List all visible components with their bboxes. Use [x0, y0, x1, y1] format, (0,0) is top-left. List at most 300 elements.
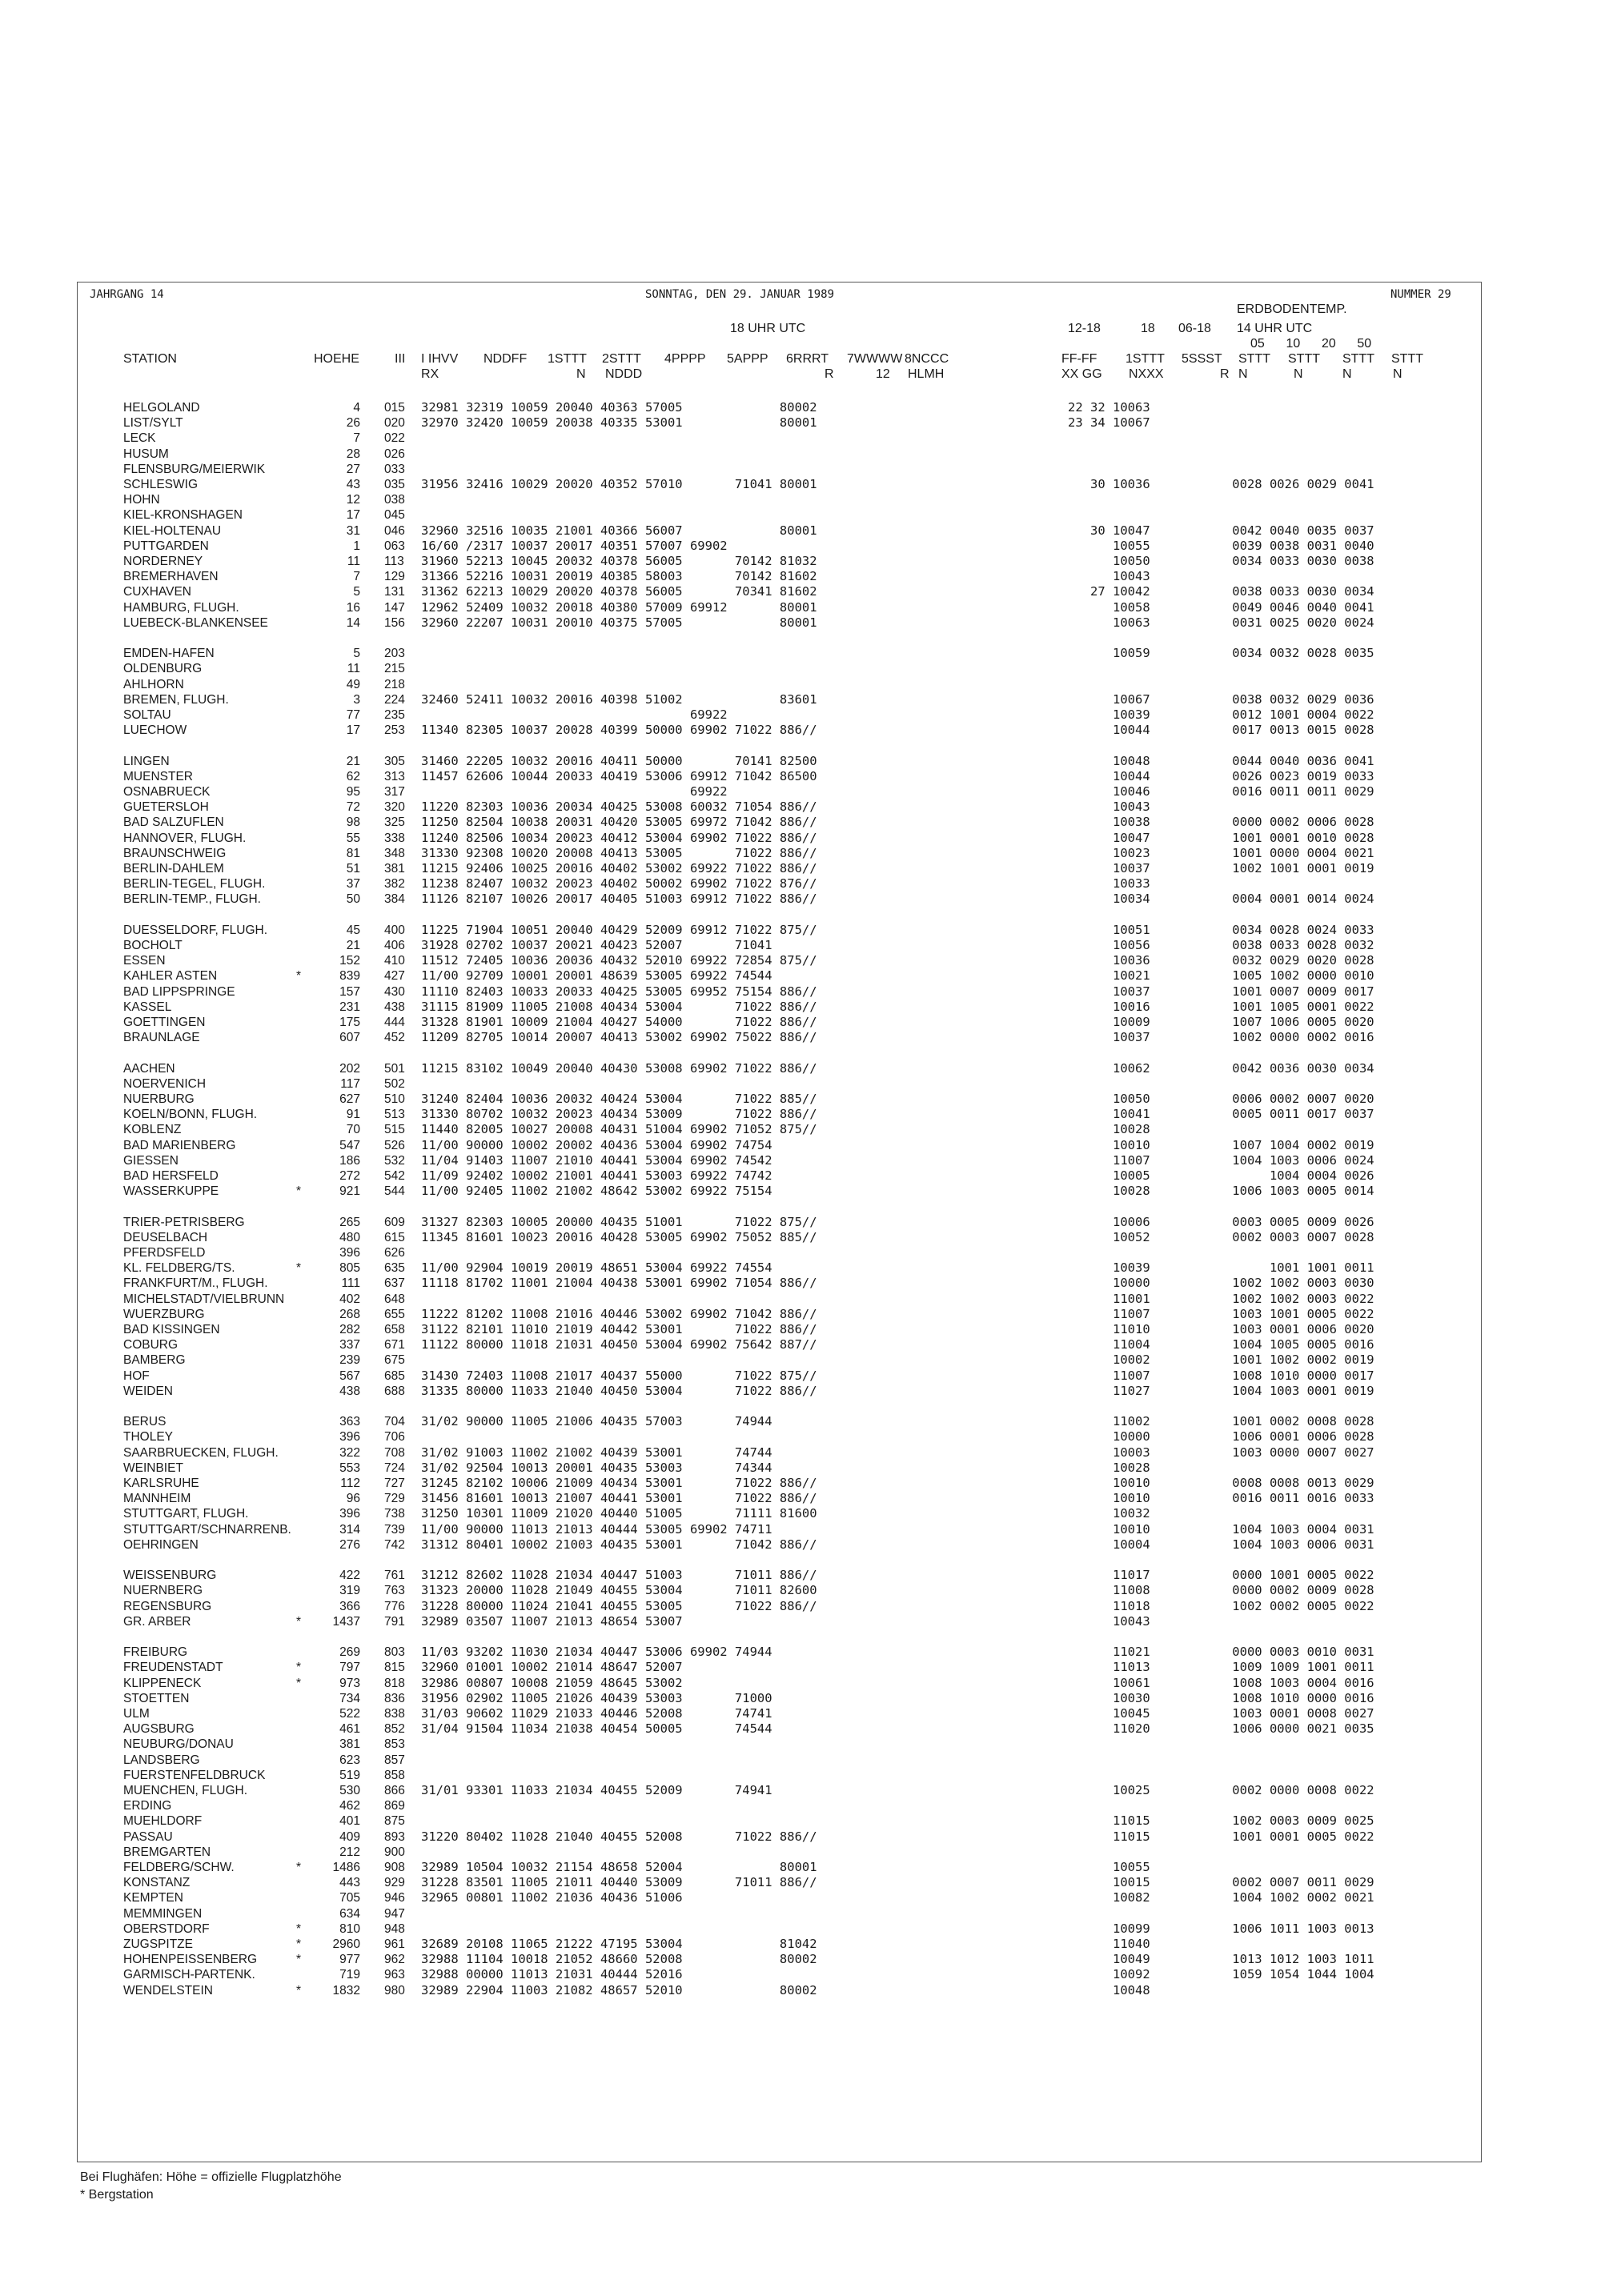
station-id: 688 — [384, 1384, 405, 1398]
soil-temp-groups: 10039 1001 1001 0011 — [1068, 1260, 1374, 1276]
soil-temp-groups: 10059 0034 0032 0028 0035 — [1068, 646, 1374, 661]
station-id: 035 — [384, 478, 405, 491]
table-row — [0, 1645, 1601, 1660]
station-id: 637 — [384, 1276, 405, 1291]
station-id: 946 — [384, 1891, 405, 1905]
station-name: HOHN — [123, 493, 160, 507]
station-id: 900 — [384, 1845, 405, 1859]
observation-groups: 32986 00807 10008 21059 48645 53002 — [421, 1675, 683, 1690]
station-height: 438 — [339, 1384, 360, 1398]
soil-temp-groups: 10055 0039 0038 0031 0040 — [1068, 538, 1374, 553]
table-row — [0, 1906, 1601, 1921]
soil-temp-groups: 10037 1001 0007 0009 0017 — [1068, 984, 1374, 999]
table-row — [0, 923, 1601, 938]
table-row — [0, 815, 1601, 830]
table-row — [0, 1721, 1601, 1737]
soil-temp-groups: 10092 1059 1054 1044 1004 — [1068, 1967, 1374, 1982]
soil-temp-groups: 10050 0034 0033 0030 0038 — [1068, 554, 1374, 568]
table-row — [0, 799, 1601, 815]
table-row — [0, 1153, 1601, 1168]
station-name: FUERSTENFELDBRUCK — [123, 1768, 266, 1782]
station-id: 635 — [384, 1261, 405, 1276]
table-row — [0, 1737, 1601, 1752]
station-id: 658 — [384, 1323, 405, 1336]
station-height: 21 — [346, 939, 360, 952]
soil-temp-groups: 10043 — [1068, 1613, 1150, 1629]
station-name: WENDELSTEIN — [123, 1983, 213, 1997]
soil-temp-groups: 10023 1001 0000 0004 0021 — [1068, 845, 1374, 860]
station-name: KAHLER ASTEN — [123, 969, 218, 984]
soil-temp-groups: 10050 0006 0002 0007 0020 — [1068, 1092, 1374, 1106]
table-row — [0, 584, 1601, 599]
observation-groups: 32960 01001 10002 21014 48647 52007 — [421, 1660, 683, 1675]
station-name: ULM — [123, 1707, 150, 1721]
station-id: 438 — [384, 1000, 405, 1014]
col-c11b: NXXX — [1129, 367, 1164, 381]
jahrgang: JAHRGANG 14 — [90, 288, 164, 301]
observation-groups: 31328 81901 10009 21004 40427 54000 71022 886// — [421, 1015, 817, 1029]
observation-groups: 11222 81202 11008 21016 40446 53002 69902 71042 886// — [421, 1306, 817, 1321]
table-row — [0, 1983, 1601, 1998]
col-c15b: N — [1342, 367, 1352, 381]
station-id: 962 — [384, 1953, 405, 1967]
station-name: OSNABRUECK — [123, 785, 211, 799]
station-id: 020 — [384, 416, 405, 431]
station-id: 818 — [384, 1676, 405, 1690]
station-id: 384 — [384, 892, 405, 907]
station-name: BERLIN-DAHLEM — [123, 862, 224, 876]
station-id: 513 — [384, 1108, 405, 1122]
station-id: 803 — [384, 1645, 405, 1660]
observation-groups: 32960 22207 10031 20010 40375 57005 80001 — [421, 615, 817, 630]
station-id: 063 — [384, 539, 405, 553]
observation-groups: 31956 02902 11005 21026 40439 53003 71000 — [421, 1690, 772, 1705]
soil-temp-groups: 10062 0042 0036 0030 0034 — [1068, 1060, 1374, 1076]
soil-temp-groups: 23 34 10067 — [1068, 415, 1150, 431]
station-height: 28 — [346, 447, 360, 461]
station-id: 791 — [384, 1614, 405, 1629]
station-id: 727 — [384, 1477, 405, 1490]
station-id: 430 — [384, 984, 405, 999]
soil-temp-groups: 11002 1001 0002 0008 0028 — [1068, 1414, 1374, 1429]
observation-groups: 31366 52216 10031 20019 40385 58003 70142 81602 — [421, 569, 817, 584]
soil-temp-groups: 30 10036 0028 0026 0029 0041 — [1068, 477, 1374, 491]
station-name: CUXHAVEN — [123, 585, 191, 599]
table-row — [0, 984, 1601, 1000]
observation-groups: 11457 62606 10044 20033 40419 53006 69912 71042 86500 — [421, 768, 817, 783]
col-c16b: N — [1393, 367, 1402, 381]
station-name: SOLTAU — [123, 708, 171, 722]
soil-temp-groups: 10005 1004 0004 0026 — [1068, 1168, 1374, 1183]
station-name: GUETERSLOH — [123, 800, 209, 815]
soil-temp-groups: 10032 — [1068, 1506, 1150, 1521]
station-height: 12 — [346, 493, 360, 507]
station-height: 396 — [339, 1430, 360, 1445]
station-name: KOBLENZ — [123, 1123, 182, 1137]
station-id: 704 — [384, 1415, 405, 1429]
station-height: 422 — [339, 1569, 360, 1583]
station-name: LIST/SYLT — [123, 416, 183, 431]
soil-temp-groups: 10004 1004 1003 0006 0031 — [1068, 1537, 1374, 1552]
station-name: NORDERNEY — [123, 555, 203, 568]
station-height: 973 — [339, 1676, 360, 1690]
soil-temp-groups: 11007 1008 1010 0000 0017 — [1068, 1368, 1374, 1383]
station-height: 5 — [353, 647, 360, 661]
table-row — [0, 1000, 1601, 1015]
col-c9: 8NCCC — [905, 352, 949, 366]
soil-temp-groups: 10010 0016 0011 0016 0033 — [1068, 1491, 1374, 1506]
station-height: 95 — [346, 785, 360, 799]
table-row — [0, 1706, 1601, 1721]
col-c7b: R — [825, 367, 834, 381]
table-row — [0, 1599, 1601, 1614]
station-id: 929 — [384, 1876, 405, 1890]
table-row — [0, 1798, 1601, 1813]
observation-groups: 31956 32416 10029 20020 40352 57010 71041 80001 — [421, 477, 817, 491]
soil-temp-groups: 11021 0000 0003 0010 0031 — [1068, 1645, 1374, 1660]
col-c3: 1STTT — [548, 352, 587, 366]
col-c11: 1STTT — [1126, 352, 1165, 366]
soil-temp-groups: 11020 1006 0000 0021 0035 — [1068, 1721, 1374, 1737]
period-06-18: 06-18 — [1178, 322, 1211, 335]
station-name: COBURG — [123, 1338, 179, 1352]
mountain-marker: * — [296, 1937, 302, 1951]
station-height: 11 — [347, 555, 360, 568]
station-name: AUGSBURG — [123, 1722, 195, 1737]
observation-groups: 31115 81909 11005 21008 40434 53004 71022 886// — [421, 999, 817, 1014]
table-row — [0, 1813, 1601, 1829]
table-row — [0, 539, 1601, 554]
station-name: WEIDEN — [123, 1384, 173, 1398]
observation-groups: 31362 62213 10029 20020 40378 56005 70341 81602 — [421, 584, 817, 599]
col-c12b: R — [1220, 367, 1230, 381]
observation-groups: 32965 00801 11002 21036 40436 51006 — [421, 1890, 683, 1905]
station-id: 544 — [384, 1184, 405, 1199]
soil-temp-groups: 10045 1003 0001 0008 0027 — [1068, 1706, 1374, 1721]
station-name: KONSTANZ — [123, 1876, 191, 1890]
observation-groups: 31456 81601 10013 21007 40441 53001 71022 886// — [421, 1491, 817, 1506]
station-name: LECK — [123, 431, 156, 446]
station-name: BAD LIPPSPRINGE — [123, 984, 235, 999]
station-height: 396 — [339, 1507, 360, 1521]
station-id: 858 — [384, 1768, 405, 1782]
col-c13: STTT — [1238, 352, 1270, 366]
station-name: ERDING — [123, 1799, 172, 1813]
station-height: 45 — [346, 923, 360, 937]
station-name: GOETTINGEN — [123, 1016, 206, 1029]
table-row — [0, 646, 1601, 661]
table-row — [0, 1292, 1601, 1307]
station-name: NUERBURG — [123, 1092, 195, 1106]
observation-groups: 11250 82504 10038 20031 40420 53005 69972 71042 886// — [421, 815, 817, 830]
table-row — [0, 968, 1601, 984]
station-id: 706 — [384, 1430, 405, 1445]
station-id: 348 — [384, 846, 405, 860]
station-height: 17 — [346, 723, 360, 738]
col-c5: 4PPPP — [664, 352, 706, 366]
station-name: ESSEN — [123, 954, 166, 968]
table-row — [0, 447, 1601, 462]
col-c9b: HLMH — [908, 367, 945, 381]
station-name: DUESSELDORF, FLUGH. — [123, 923, 268, 937]
observation-groups: 11/00 92709 10001 20001 48639 53005 69922 74544 — [421, 968, 772, 984]
station-height: 805 — [339, 1261, 360, 1276]
station-name: REGENSBURG — [123, 1599, 212, 1613]
observation-groups: 69922 — [421, 784, 728, 799]
table-row — [0, 1476, 1601, 1491]
station-name: BAD SALZUFLEN — [123, 815, 224, 830]
station-id: 761 — [384, 1569, 405, 1583]
soil-temp-groups: 10051 0034 0028 0024 0033 — [1068, 922, 1374, 937]
station-id: 648 — [384, 1292, 405, 1306]
station-height: 705 — [339, 1891, 360, 1905]
station-height: 401 — [339, 1814, 360, 1829]
soil-temp-groups: 11018 1002 0002 0005 0022 — [1068, 1598, 1374, 1613]
station-name: KOELN/BONN, FLUGH. — [123, 1108, 258, 1122]
station-id: 532 — [384, 1153, 405, 1168]
station-height: 607 — [339, 1031, 360, 1045]
observation-groups: 31312 80401 10002 21003 40435 53001 71042 886// — [421, 1537, 817, 1552]
mountain-marker: * — [296, 1676, 302, 1690]
col-c12: 5SSST — [1182, 352, 1222, 366]
observation-groups: 32989 10504 10032 21154 48658 52004 80001 — [421, 1860, 817, 1874]
col-c10: FF-FF — [1061, 352, 1097, 366]
station-id: 893 — [384, 1829, 405, 1844]
station-height: 96 — [346, 1492, 360, 1506]
table-row — [0, 1461, 1601, 1476]
station-id: 963 — [384, 1968, 405, 1982]
station-id: 815 — [384, 1661, 405, 1675]
observation-groups: 69922 — [421, 707, 728, 722]
station-height: 11 — [347, 662, 360, 676]
mountain-marker: * — [296, 1861, 302, 1874]
station-height: 14 — [346, 615, 360, 630]
observation-groups: 32970 32420 10059 20038 40335 53001 80001 — [421, 415, 817, 431]
station-height: 282 — [339, 1323, 360, 1336]
observation-groups: 31335 80000 11033 21040 40450 53004 71022 886// — [421, 1383, 817, 1398]
station-height: 381 — [339, 1737, 360, 1752]
soil-temp-groups: 10000 1002 1002 0003 0030 — [1068, 1276, 1374, 1291]
station-name: KARLSRUHE — [123, 1477, 199, 1490]
station-height: 1832 — [332, 1983, 360, 1997]
station-name: FLENSBURG/MEIERWIK — [123, 462, 266, 476]
station-id: 382 — [384, 877, 405, 892]
mountain-marker: * — [296, 1983, 302, 1997]
observation-groups: 11122 80000 11018 21031 40450 53004 69902 75642 887// — [421, 1337, 817, 1352]
soil-temp-groups: 10030 1008 1010 0000 0016 — [1068, 1690, 1374, 1705]
station-height: 202 — [339, 1061, 360, 1076]
report-date: SONNTAG, DEN 29. JANUAR 1989 — [645, 288, 835, 301]
station-id: 224 — [384, 692, 405, 707]
table-row — [0, 1537, 1601, 1553]
station-height: 977 — [339, 1953, 360, 1967]
soil-temp-groups: 10021 1005 1002 0000 0010 — [1068, 968, 1374, 984]
observation-groups: 11110 82403 10033 20033 40425 53005 69952 75154 886// — [421, 984, 817, 999]
observation-groups: 11/00 90000 10002 20002 40436 53004 69902 74754 — [421, 1137, 772, 1152]
col-c8: 7WWWW — [847, 352, 903, 366]
observation-groups: 31330 80702 10032 20023 40434 53009 71022 886// — [421, 1107, 817, 1122]
observation-groups: 31240 82404 10036 20032 40424 53004 71022 885// — [421, 1092, 817, 1106]
observation-groups: 31228 80000 11024 21041 40455 53005 71022 886// — [421, 1598, 817, 1613]
station-name: BAD KISSINGEN — [123, 1323, 220, 1336]
station-id: 381 — [384, 862, 405, 876]
table-row — [0, 784, 1601, 799]
table-row — [0, 1061, 1601, 1076]
station-height: 461 — [339, 1722, 360, 1737]
observation-groups: 31460 22205 10032 20016 40411 50000 70141 82500 — [421, 753, 817, 768]
table-row — [0, 1522, 1601, 1537]
soil-temp-groups: 10002 1001 1002 0002 0019 — [1068, 1352, 1374, 1368]
table-row — [0, 846, 1601, 861]
col-c2: NDDFF — [484, 352, 528, 366]
table-row — [0, 1168, 1601, 1184]
table-row — [0, 1076, 1601, 1092]
station-height: 7 — [353, 431, 360, 446]
col-c1b: RX — [421, 367, 439, 381]
station-id: 948 — [384, 1921, 405, 1936]
observation-groups: 31430 72403 11008 21017 40437 55000 71022 875// — [421, 1368, 817, 1383]
station-name: PUTTGARDEN — [123, 539, 209, 553]
table-row — [0, 1260, 1601, 1276]
station-height: 547 — [339, 1138, 360, 1152]
station-name: EMDEN-HAFEN — [123, 647, 215, 661]
station-height: 50 — [346, 892, 360, 907]
station-id: 961 — [384, 1937, 405, 1951]
station-id: 235 — [384, 708, 405, 722]
station-height: 70 — [346, 1123, 360, 1137]
station-id: 320 — [384, 800, 405, 815]
soil-temp-groups: 10099 1006 1011 1003 0013 — [1068, 1921, 1374, 1936]
station-name: THOLEY — [123, 1430, 174, 1445]
station-id: 253 — [384, 723, 405, 738]
station-height: 396 — [339, 1246, 360, 1260]
station-height: 402 — [339, 1292, 360, 1306]
station-height: 314 — [339, 1522, 360, 1537]
station-id: 615 — [384, 1230, 405, 1244]
table-row — [0, 431, 1601, 446]
observation-groups: 32960 32516 10035 21001 40366 56007 80001 — [421, 523, 817, 538]
soil-temp-groups: 10047 1001 0001 0010 0028 — [1068, 830, 1374, 845]
table-row — [0, 1783, 1601, 1798]
period-18: 18 — [1141, 322, 1155, 335]
table-row — [0, 400, 1601, 415]
table-row — [0, 1829, 1601, 1845]
station-height: 91 — [346, 1108, 360, 1122]
observation-groups: 11126 82107 10026 20017 40405 51003 69912 71022 886// — [421, 892, 817, 907]
table-row — [0, 1967, 1601, 1982]
col-c4b: NDDD — [605, 367, 643, 381]
table-row — [0, 1921, 1601, 1937]
table-row — [0, 677, 1601, 692]
soil-temp-groups: 10067 0038 0032 0029 0036 — [1068, 691, 1374, 707]
erdboden-label: ERDBODENTEMP. — [1237, 303, 1347, 316]
table-row — [0, 692, 1601, 707]
soil-temp-groups: 11004 1004 1005 0005 0016 — [1068, 1337, 1374, 1352]
station-name: KIEL-HOLTENAU — [123, 523, 222, 538]
table-row — [0, 1138, 1601, 1153]
station-height: 117 — [340, 1076, 360, 1091]
station-id: 853 — [384, 1737, 405, 1752]
table-row — [0, 1352, 1601, 1368]
station-id: 724 — [384, 1461, 405, 1475]
soil-temp-groups: 10034 0004 0001 0014 0024 — [1068, 892, 1374, 907]
footnote-airports: Bei Flughäfen: Höhe = offizielle Flugplatzhöhe — [80, 2170, 342, 2184]
issue-number: NUMMER 29 — [1390, 288, 1451, 301]
station-id: 317 — [384, 785, 405, 799]
table-row — [0, 1937, 1601, 1952]
table-row — [0, 1660, 1601, 1675]
soil-temp-groups: 27 10042 0038 0033 0030 0034 — [1068, 584, 1374, 599]
station-id: 215 — [384, 662, 405, 676]
station-height: 3 — [353, 692, 360, 707]
station-id: 444 — [384, 1016, 405, 1029]
col-c8b: 12 — [876, 367, 890, 381]
station-height: 363 — [339, 1415, 360, 1429]
observation-groups: 31/02 90000 11005 21006 40435 57003 74944 — [421, 1414, 772, 1429]
station-id: 501 — [384, 1061, 405, 1076]
table-row — [0, 507, 1601, 523]
station-height: 268 — [339, 1307, 360, 1321]
table-row — [0, 1429, 1601, 1445]
soil-temp-groups: 10037 1002 0000 0002 0016 — [1068, 1030, 1374, 1045]
table-row — [0, 492, 1601, 507]
station-name: OLDENBURG — [123, 662, 203, 676]
station-id: 836 — [384, 1691, 405, 1705]
soil-temp-groups: 10063 0031 0025 0020 0024 — [1068, 615, 1374, 630]
table-row — [0, 1245, 1601, 1260]
station-height: 322 — [339, 1445, 360, 1460]
station-id: 026 — [384, 447, 405, 461]
observation-groups: 31960 52213 10045 20032 40378 56005 70142 81032 — [421, 554, 817, 568]
station-id: 156 — [384, 615, 405, 630]
soil-temp-groups: 10037 1002 1001 0001 0019 — [1068, 861, 1374, 876]
station-height: 49 — [346, 677, 360, 691]
station-name: BRAUNLAGE — [123, 1031, 200, 1045]
col-c13b: N — [1238, 367, 1248, 381]
station-name: HANNOVER, FLUGH. — [123, 831, 247, 845]
station-height: 16 — [346, 600, 360, 615]
table-row — [0, 462, 1601, 477]
soil-temp-groups: 10052 0002 0003 0007 0028 — [1068, 1229, 1374, 1244]
station-height: 522 — [339, 1707, 360, 1721]
station-height: 55 — [346, 831, 360, 845]
observation-groups: 32988 00000 11013 21031 40444 52016 — [421, 1967, 683, 1982]
station-name: HELGOLAND — [123, 401, 200, 415]
station-name: GIESSEN — [123, 1153, 179, 1168]
observation-groups: 11345 81601 10023 20016 40428 53005 69902 75052 885// — [421, 1229, 817, 1244]
station-height: 43 — [346, 478, 360, 491]
soil-temp-groups: 10006 0003 0005 0009 0026 — [1068, 1214, 1374, 1229]
table-row — [0, 1845, 1601, 1860]
station-name: BOCHOLT — [123, 939, 183, 952]
table-row — [0, 1107, 1601, 1122]
soil-temp-groups: 11007 1004 1003 0006 0024 — [1068, 1152, 1374, 1168]
depths-label: 05 10 20 50 — [1250, 337, 1372, 351]
station-name: BRAUNSCHWEIG — [123, 846, 227, 860]
station-name: MICHELSTADT/VIELBRUNN — [123, 1292, 285, 1306]
station-id: 046 — [384, 523, 405, 538]
table-row — [0, 831, 1601, 846]
station-height: 272 — [339, 1169, 360, 1183]
station-id: 410 — [384, 954, 405, 968]
observation-groups: 11/09 92402 10002 21001 40441 53003 69922 74742 — [421, 1168, 772, 1183]
station-id: 038 — [384, 493, 405, 507]
table-row — [0, 1753, 1601, 1768]
station-name: AHLHORN — [123, 677, 184, 691]
station-height: 810 — [339, 1921, 360, 1936]
col-c14b: N — [1294, 367, 1303, 381]
soil-temp-groups: 11015 1001 0001 0005 0022 — [1068, 1829, 1374, 1844]
